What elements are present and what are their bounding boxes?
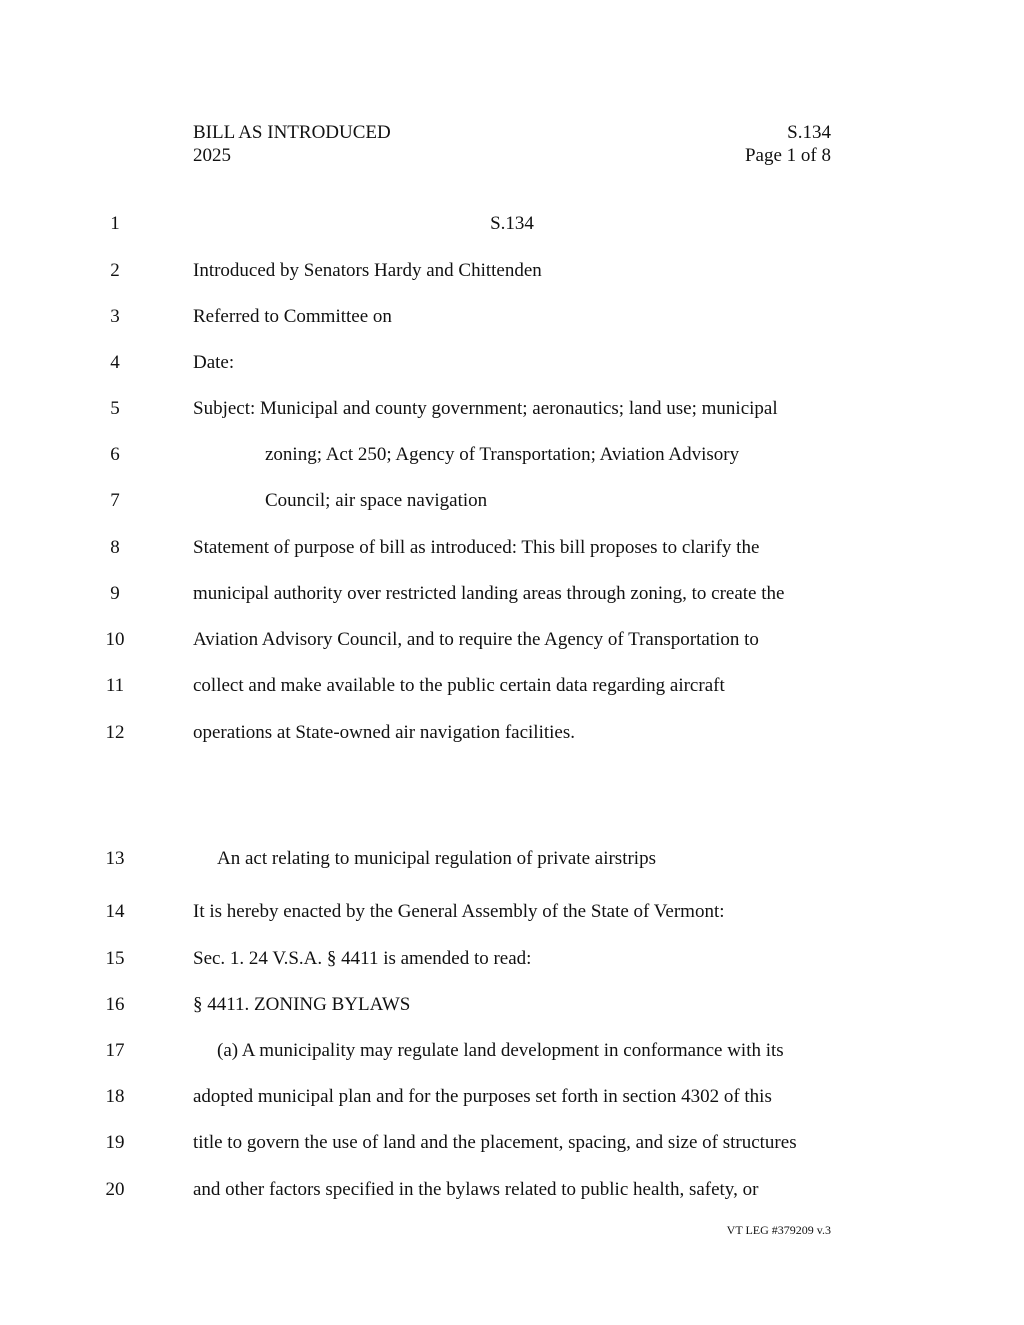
document-line bbox=[0, 488, 1024, 514]
document-line bbox=[0, 581, 1024, 607]
line-number: 15 bbox=[105, 948, 125, 969]
bill-title-number: S.134 bbox=[490, 213, 534, 234]
line-number: 19 bbox=[105, 1132, 125, 1153]
body-text: collect and make available to the public certain data regarding aircraft bbox=[193, 675, 725, 696]
bill-number: S.134 bbox=[787, 122, 831, 143]
body-text: and other factors specified in the bylaws related to public health, safety, or bbox=[193, 1179, 759, 1200]
document-line bbox=[0, 304, 1024, 330]
document-line bbox=[0, 720, 1024, 746]
document-line bbox=[0, 1038, 1024, 1064]
bill-status: BILL AS INTRODUCED bbox=[193, 122, 391, 143]
subject-continuation: zoning; Act 250; Agency of Transportation; Aviation Advisory bbox=[265, 444, 740, 465]
document-line bbox=[0, 846, 1024, 872]
line-number: 13 bbox=[105, 848, 125, 869]
document-line bbox=[0, 1177, 1024, 1203]
bill-year: 2025 bbox=[193, 145, 231, 166]
line-number: 9 bbox=[110, 583, 120, 604]
line-number: 1 bbox=[110, 213, 120, 234]
document-line bbox=[0, 350, 1024, 376]
body-text: municipal authority over restricted landing areas through zoning, to create the bbox=[193, 583, 785, 604]
line-number: 10 bbox=[105, 629, 125, 650]
document-line bbox=[0, 396, 1024, 422]
act-title: An act relating to municipal regulation of private airstrips bbox=[217, 848, 656, 869]
date-label: Date: bbox=[193, 352, 235, 373]
page-indicator: Page 1 of 8 bbox=[744, 145, 831, 166]
line-number: 6 bbox=[110, 444, 120, 465]
document-line bbox=[0, 899, 1024, 925]
line-number: 8 bbox=[110, 537, 120, 558]
line-number: 2 bbox=[110, 260, 120, 281]
statute-heading: § 4411. ZONING BYLAWS bbox=[193, 994, 411, 1015]
line-number: 18 bbox=[105, 1086, 125, 1107]
line-number: 7 bbox=[110, 490, 120, 511]
subject-line: Subject: Municipal and county government; aeronautics; land use; municipal bbox=[193, 398, 778, 419]
document-line bbox=[0, 992, 1024, 1018]
header-left bbox=[193, 122, 391, 168]
document-line bbox=[0, 673, 1024, 699]
introduced-by: Introduced by Senators Hardy and Chittenden bbox=[193, 260, 542, 281]
body-text: operations at State-owned air navigation facilities. bbox=[193, 722, 575, 743]
line-number: 17 bbox=[105, 1040, 125, 1061]
line-number: 12 bbox=[105, 722, 125, 743]
line-number: 3 bbox=[110, 306, 120, 327]
document-line bbox=[0, 1084, 1024, 1110]
subject-continuation: Council; air space navigation bbox=[265, 490, 488, 511]
line-number: 4 bbox=[110, 352, 120, 373]
enacting-clause: It is hereby enacted by the General Assembly of the State of Vermont: bbox=[193, 901, 725, 922]
body-text: (a) A municipality may regulate land development in conformance with its bbox=[217, 1040, 784, 1061]
document-line bbox=[0, 627, 1024, 653]
document-line bbox=[0, 442, 1024, 468]
document-line bbox=[0, 258, 1024, 284]
document-line bbox=[0, 1130, 1024, 1156]
line-number: 5 bbox=[110, 398, 120, 419]
line-number: 11 bbox=[105, 675, 125, 696]
line-number: 20 bbox=[105, 1179, 125, 1200]
document-line bbox=[0, 211, 1024, 237]
body-text: Aviation Advisory Council, and to require the Agency of Transportation to bbox=[193, 629, 759, 650]
referred-to: Referred to Committee on bbox=[193, 306, 392, 327]
line-number: 14 bbox=[105, 901, 125, 922]
document-line bbox=[0, 946, 1024, 972]
body-text: title to govern the use of land and the placement, spacing, and size of structures bbox=[193, 1132, 797, 1153]
document-line bbox=[0, 535, 1024, 561]
footer-doc-id: VT LEG #379209 v.3 bbox=[726, 1223, 831, 1237]
body-text: adopted municipal plan and for the purposes set forth in section 4302 of this bbox=[193, 1086, 772, 1107]
header-right bbox=[745, 122, 831, 168]
line-number: 16 bbox=[105, 994, 125, 1015]
statement-of-purpose: Statement of purpose of bill as introduced: This bill proposes to clarify the bbox=[193, 537, 760, 558]
section-heading: Sec. 1. 24 V.S.A. § 4411 is amended to read: bbox=[193, 948, 532, 969]
